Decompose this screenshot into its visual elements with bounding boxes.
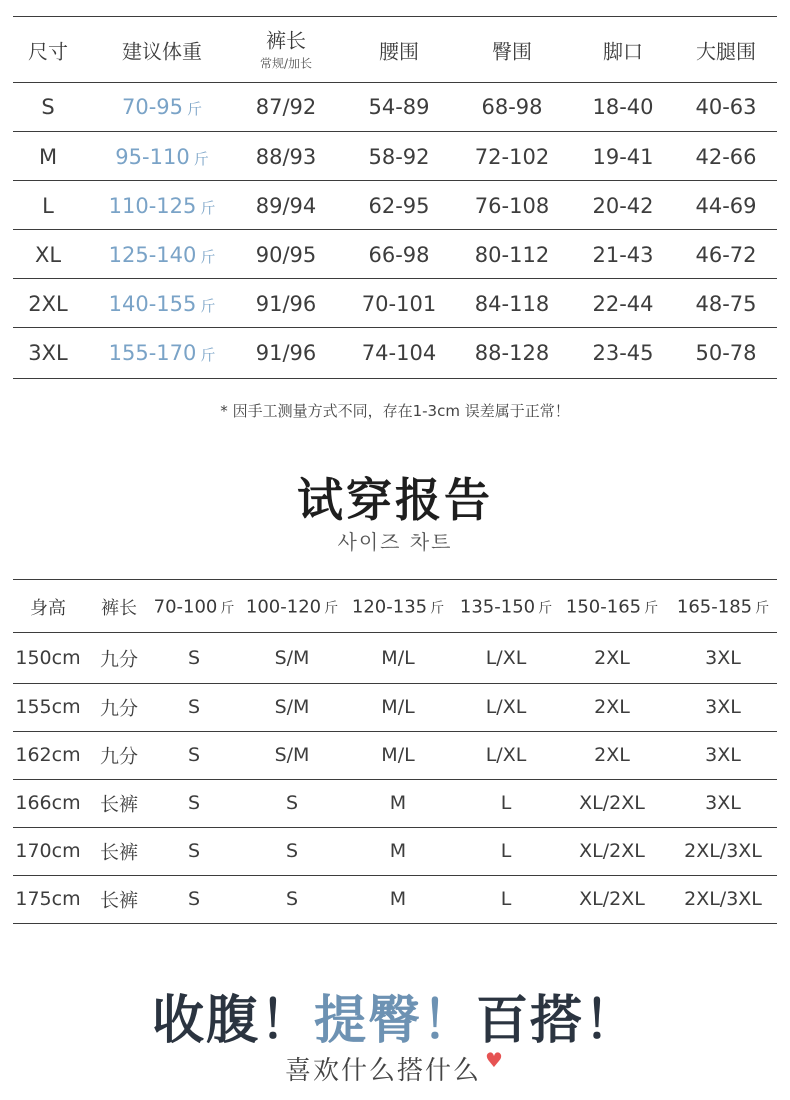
cell-size: S: [187, 696, 201, 718]
cell-thigh: 44-69: [695, 194, 757, 218]
table-row-rule: [13, 131, 777, 132]
cell-size: S: [285, 792, 299, 814]
fit-header-height: 身高: [30, 598, 66, 619]
weight-range: 120-135: [351, 596, 428, 618]
cell-waist: 54-89: [368, 95, 430, 119]
cell-hem: 20-42: [592, 194, 654, 218]
table-bottom-rule: [13, 378, 777, 379]
cell-thigh: 42-66: [695, 145, 757, 169]
header-length-label: 裤长: [265, 28, 306, 53]
cell-length: 89/94: [255, 194, 317, 218]
fit-header-length: 裤长: [101, 598, 137, 619]
cell-hip: 72-102: [474, 145, 550, 169]
cell-size: XL/2XL: [579, 792, 645, 814]
slogan-line-2-text: 喜欢什么搭什么: [285, 1056, 482, 1086]
cell-size: M: [38, 145, 58, 169]
fit-header-weight: [154, 597, 235, 618]
cell-hem: 19-41: [592, 145, 654, 169]
cell-waist: 62-95: [368, 194, 430, 218]
cell-weight: [109, 243, 216, 267]
cell-size: L: [42, 194, 54, 218]
cell-length: 87/92: [255, 95, 317, 119]
cell-length: 88/93: [255, 145, 317, 169]
cell-height: 175cm: [15, 888, 81, 910]
header-length: [260, 30, 312, 75]
cell-weight: [109, 194, 216, 218]
weight-unit: 斤: [430, 600, 445, 617]
fit-header-weight: [246, 597, 338, 618]
table-row-rule: [13, 278, 777, 279]
cell-thigh: 48-75: [695, 292, 757, 316]
cell-thigh: 40-63: [695, 95, 757, 119]
weight-range: 165-185: [676, 596, 753, 618]
fit-row-rule: [13, 875, 777, 876]
cell-size: 2XL: [594, 696, 630, 718]
fit-header-weight: [566, 597, 658, 618]
cell-size: S: [187, 744, 201, 766]
cell-height: 155cm: [15, 696, 81, 718]
cell-hip: 80-112: [474, 243, 550, 267]
cell-size: 3XL: [705, 792, 741, 814]
cell-size: 2XL/3XL: [684, 888, 762, 910]
header-hem: 脚口: [603, 39, 643, 64]
cell-hem: 18-40: [592, 95, 654, 119]
cell-hip: 88-128: [474, 341, 550, 365]
cell-size: XL/2XL: [579, 888, 645, 910]
cell-size: 3XL: [705, 647, 741, 669]
fit-header-weight: [352, 597, 444, 618]
cell-size: S/M: [274, 647, 310, 669]
weight-value: 70-95: [121, 95, 184, 119]
cell-size: 2XL: [28, 292, 68, 316]
cell-length: 长裤: [99, 793, 139, 816]
cell-length: 九分: [99, 697, 139, 720]
cell-size: S: [41, 95, 55, 119]
weight-unit: 斤: [193, 150, 209, 168]
weight-value: 95-110: [115, 145, 190, 169]
fit-row-rule: [13, 779, 777, 780]
cell-height: 150cm: [15, 647, 81, 669]
cell-size: S: [187, 647, 201, 669]
weight-range: 100-120: [245, 596, 322, 618]
weight-unit: 斤: [200, 199, 216, 217]
fit-header-weight: [460, 597, 552, 618]
cell-size: S: [285, 888, 299, 910]
cell-weight: [109, 341, 216, 365]
cell-size: L: [500, 792, 512, 814]
cell-size: 3XL: [28, 341, 68, 365]
cell-size: M: [389, 840, 407, 862]
weight-range: 135-150: [459, 596, 536, 618]
header-thigh: 大腿围: [696, 39, 756, 64]
cell-size: S/M: [274, 696, 310, 718]
cell-length: 91/96: [255, 341, 317, 365]
cell-size: 2XL: [594, 647, 630, 669]
cell-size: S: [187, 888, 201, 910]
weight-range: 150-165: [565, 596, 642, 618]
cell-waist: 66-98: [368, 243, 430, 267]
cell-length: 九分: [99, 745, 139, 768]
cell-height: 162cm: [15, 744, 81, 766]
weight-value: 125-140: [108, 243, 197, 267]
report-title: 试穿报告: [297, 473, 493, 527]
cell-weight: [109, 292, 216, 316]
weight-value: 155-170: [108, 341, 197, 365]
cell-thigh: 50-78: [695, 341, 757, 365]
cell-height: 170cm: [15, 840, 81, 862]
cell-size: L: [500, 840, 512, 862]
heart-icon: ♥: [485, 1048, 505, 1072]
measurement-note: * 因手工测量方式不同，存在1-3cm 误差属于正常！: [220, 402, 570, 420]
cell-height: 166cm: [15, 792, 81, 814]
header-waist: 腰围: [379, 39, 419, 64]
table-top-rule: [13, 16, 777, 17]
cell-size: 2XL: [594, 744, 630, 766]
cell-size: XL: [34, 243, 62, 267]
weight-unit: 斤: [324, 600, 339, 617]
cell-size: L: [500, 888, 512, 910]
cell-waist: 70-101: [361, 292, 437, 316]
cell-size: L/XL: [485, 647, 527, 669]
report-subtitle: 사이즈 차트: [337, 530, 453, 554]
cell-hip: 76-108: [474, 194, 550, 218]
cell-size: 3XL: [705, 744, 741, 766]
fit-bottom-rule: [13, 923, 777, 924]
fit-row-rule: [13, 683, 777, 684]
slogan-line-2: [0, 1050, 790, 1087]
header-size: 尺寸: [28, 39, 68, 64]
cell-weight: [122, 95, 202, 119]
fit-row-rule: [13, 827, 777, 828]
cell-length: 长裤: [99, 889, 139, 912]
weight-unit: 斤: [200, 297, 216, 315]
cell-size: M/L: [381, 647, 415, 669]
cell-size: S: [187, 792, 201, 814]
cell-size: M: [389, 888, 407, 910]
cell-hem: 23-45: [592, 341, 654, 365]
cell-size: M: [389, 792, 407, 814]
weight-unit: 斤: [220, 600, 235, 617]
slogan: [0, 978, 790, 1053]
table-header-rule: [13, 82, 777, 83]
cell-length: 91/96: [255, 292, 317, 316]
slogan-part-2: 提臀！: [313, 991, 476, 1051]
slogan-part-3: 百搭！: [476, 991, 639, 1051]
weight-unit: 斤: [200, 346, 216, 364]
slogan-part-1: 收腹！: [151, 991, 314, 1051]
header-length-sub: 常规/加长: [259, 56, 313, 71]
fit-row-rule: [13, 731, 777, 732]
cell-size: L/XL: [485, 744, 527, 766]
fit-top-rule: [13, 579, 777, 580]
cell-thigh: 46-72: [695, 243, 757, 267]
weight-range: 70-100: [153, 596, 218, 618]
cell-hem: 22-44: [592, 292, 654, 316]
cell-length: 90/95: [255, 243, 317, 267]
cell-hip: 68-98: [481, 95, 543, 119]
weight-unit: 斤: [644, 600, 659, 617]
weight-value: 140-155: [108, 292, 197, 316]
cell-weight: [115, 145, 208, 169]
header-hip: 臀围: [492, 39, 532, 64]
weight-unit: 斤: [187, 100, 203, 118]
weight-unit: 斤: [755, 600, 770, 617]
weight-unit: 斤: [200, 248, 216, 266]
cell-size: L/XL: [485, 696, 527, 718]
weight-unit: 斤: [538, 600, 553, 617]
cell-size: 2XL/3XL: [684, 840, 762, 862]
table-row-rule: [13, 229, 777, 230]
cell-size: M/L: [381, 696, 415, 718]
cell-size: XL/2XL: [579, 840, 645, 862]
fit-header-rule: [13, 632, 777, 633]
weight-value: 110-125: [108, 194, 197, 218]
cell-size: 3XL: [705, 696, 741, 718]
cell-length: 九分: [99, 648, 139, 671]
cell-hem: 21-43: [592, 243, 654, 267]
cell-hip: 84-118: [474, 292, 550, 316]
cell-size: S/M: [274, 744, 310, 766]
header-weight: 建议体重: [122, 39, 202, 64]
table-row-rule: [13, 180, 777, 181]
cell-size: S: [187, 840, 201, 862]
cell-length: 长裤: [99, 841, 139, 864]
cell-waist: 58-92: [368, 145, 430, 169]
cell-size: M/L: [381, 744, 415, 766]
cell-size: S: [285, 840, 299, 862]
cell-waist: 74-104: [361, 341, 437, 365]
table-row-rule: [13, 327, 777, 328]
fit-header-weight: [677, 597, 769, 618]
